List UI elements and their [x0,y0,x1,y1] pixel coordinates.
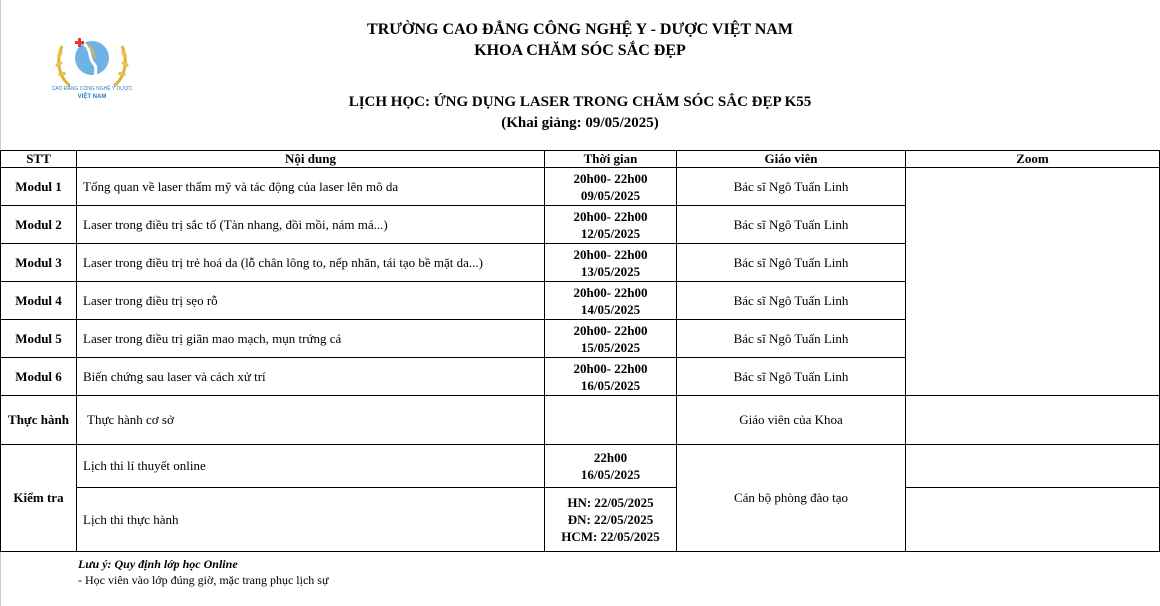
exam-online-content: Lịch thi lí thuyết online [77,445,545,488]
exam-online-time [545,445,677,488]
zoom-cell [906,488,1160,552]
module-teacher: Bác sĩ Ngô Tuấn Linh [677,168,906,206]
logo-text-1: CAO ĐẲNG CÔNG NGHỆ Y DƯỢC [51,86,133,92]
time-range: 20h00- 22h00 [573,360,648,376]
module-stt: Modul 4 [1,282,77,320]
module-time [545,168,677,206]
exam-stt: Kiểm tra [1,445,77,552]
module-content: Biến chứng sau laser và cách xử trí [77,358,545,396]
time-range: 20h00- 22h00 [573,170,648,186]
module-time [545,206,677,244]
time-range: 20h00- 22h00 [573,208,648,224]
column-header: Zoom [906,151,1160,168]
exam-hcm-date: HCM: 22/05/2025 [561,529,660,544]
time-range: 22h00 [593,450,628,465]
table-row [1,168,1160,206]
practice-content: Thực hành cơ sở [77,396,545,445]
module-stt: Modul 3 [1,244,77,282]
module-teacher: Bác sĩ Ngô Tuấn Linh [677,282,906,320]
exam-teacher: Cán bộ phòng đào tạo [677,445,906,552]
note-title: Lưu ý: Quy định lớp học Online [78,557,238,571]
module-time [545,282,677,320]
column-header: Giáo viên [677,151,906,168]
practice-row [1,396,1160,445]
zoom-cell [906,445,1160,488]
module-teacher: Bác sĩ Ngô Tuấn Linh [677,320,906,358]
exam-row-practical [1,488,1160,552]
time-date: 09/05/2025 [580,187,641,203]
schedule-title: LỊCH HỌC: ỨNG DỤNG LASER TRONG CHĂM SÓC SẮC ĐẸP K55 [348,94,812,110]
module-stt: Modul 5 [1,320,77,358]
time-date: 16/05/2025 [580,377,641,393]
module-time [545,244,677,282]
time-date: 12/05/2025 [580,225,641,241]
note-line: - Học viên vào lớp đúng giờ, mặc trang phục lịch sự [78,573,329,587]
module-content: Laser trong điều trị sắc tố (Tàn nhang, đồi mồi, nám má...) [77,206,545,244]
practice-stt: Thực hành [1,396,77,445]
exam-practical-content: Lịch thi thực hành [77,488,545,552]
time-range: 20h00- 22h00 [573,322,648,338]
table-header-row [1,151,1160,168]
time-range: 20h00- 22h00 [573,246,648,262]
time-date: 16/05/2025 [580,467,641,482]
exam-row-online [1,445,1160,488]
module-teacher: Bác sĩ Ngô Tuấn Linh [677,206,906,244]
exam-practical-time [545,488,677,552]
note-block [78,556,328,588]
module-content: Laser trong điều trị giãn mao mạch, mụn trứng cá [77,320,545,358]
module-stt: Modul 1 [1,168,77,206]
exam-hn-date: HN: 22/05/2025 [567,495,654,510]
practice-teacher: Giáo viên của Khoa [677,396,906,445]
module-time [545,320,677,358]
module-content: Laser trong điều trị sẹo rỗ [77,282,545,320]
schedule-table [0,150,1160,552]
school-name: TRƯỜNG CAO ĐẲNG CÔNG NGHỆ Y - DƯỢC VIỆT NAM [367,21,793,38]
column-header: STT [1,151,77,168]
module-content: Laser trong điều trị trẻ hoá da (lỗ chân lông to, nếp nhăn, tái tạo bề mặt da...) [77,244,545,282]
exam-dn-date: ĐN: 22/05/2025 [567,512,654,527]
module-teacher: Bác sĩ Ngô Tuấn Linh [677,358,906,396]
zoom-cell [906,168,1160,396]
module-stt: Modul 6 [1,358,77,396]
time-date: 13/05/2025 [580,263,641,279]
module-content: Tổng quan về laser thẩm mỹ và tác động của laser lên mô da [77,168,545,206]
module-teacher: Bác sĩ Ngô Tuấn Linh [677,244,906,282]
time-range: 20h00- 22h00 [573,284,648,300]
module-stt: Modul 2 [1,206,77,244]
practice-time [545,396,677,445]
time-date: 14/05/2025 [580,301,641,317]
module-time [545,358,677,396]
faculty-name: KHOA CHĂM SÓC SẮC ĐẸP [474,42,686,59]
zoom-cell [906,396,1160,445]
column-header: Nội dung [77,151,545,168]
time-date: 15/05/2025 [580,339,641,355]
column-header: Thời gian [545,151,677,168]
logo-text-2: VIỆT NAM [77,94,107,100]
opening-date: (Khai giảng: 09/05/2025) [501,115,659,131]
